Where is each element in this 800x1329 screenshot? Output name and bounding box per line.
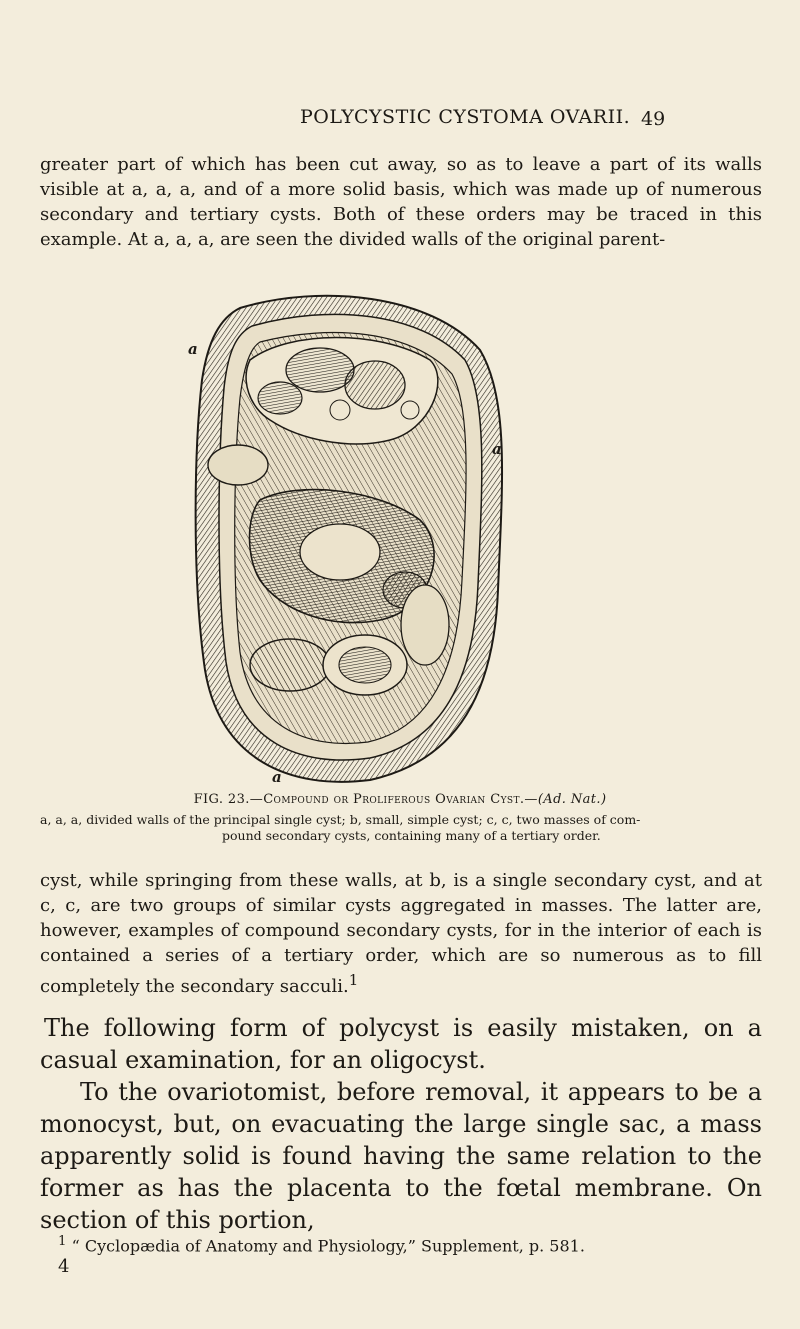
figure-label-a-bottom: a xyxy=(272,768,282,786)
footnote-mark: 1 xyxy=(58,1234,67,1249)
footnote-reference[interactable]: 1 xyxy=(348,971,359,989)
ovarian-cyst-engraving xyxy=(180,290,520,790)
paragraph-2 xyxy=(40,868,762,999)
running-head: POLYCYSTIC CYSTOMA OVARII. xyxy=(300,106,631,128)
figure-label-a-top-left: a xyxy=(188,340,198,358)
figure-caption-title xyxy=(0,792,800,807)
caption-line-2: pound secondary cysts, containing many of a tertiary order. xyxy=(222,828,601,843)
paragraph-3: The following form of polycyst is easily mistaken, on a casual examination, for an oligocyst. xyxy=(40,1014,762,1074)
page-number: 49 xyxy=(641,108,666,130)
figure-source: (Ad. Nat.) xyxy=(537,792,607,807)
paragraph-2-text: cyst, while springing from these walls, at b, is a single secondary cyst, and at c, c, are two groups of similar cysts aggregated in masses. The latter are, however, examples of compound secondary cysts, for in the interior of each is contained a series of a tertiary order, which are so numerous as to fill completely the secondary sacculi. xyxy=(40,870,762,997)
caption-line-1: a, a, a, divided walls of the principal single cyst; b, small, simple cyst; c, c, two masses of com- xyxy=(40,812,641,827)
page-header xyxy=(0,106,800,136)
figure-caption-text xyxy=(40,812,762,844)
figure-label-a-right: a xyxy=(492,440,502,458)
paragraph-1: greater part of which has been cut away, so as to leave a part of its walls visible at a, a, a, and of a more solid basis, which was made up of numerous secondary and tertiary cysts. Both of these orders may be traced in this example. At a, a, a, are seen the divided walls of the original parent- xyxy=(40,154,762,250)
figure-ovarian-cyst xyxy=(180,290,520,790)
figure-title: Compound or Proliferous Ovarian Cyst.— xyxy=(263,792,538,807)
footnote-text: “ Cyclopædia of Anatomy and Physiology,” Supplement, p. 581. xyxy=(71,1236,585,1256)
signature-mark: 4 xyxy=(58,1256,70,1277)
footnote xyxy=(58,1234,585,1255)
figure-number: FIG. 23.— xyxy=(193,792,264,807)
paragraph-4: To the ovariotomist, before removal, it appears to be a monocyst, but, on evacuating the large single sac, a mass apparently solid is found having the same relation to the former as has the placenta to the fœtal membrane. On section of this portion, xyxy=(40,1078,762,1234)
